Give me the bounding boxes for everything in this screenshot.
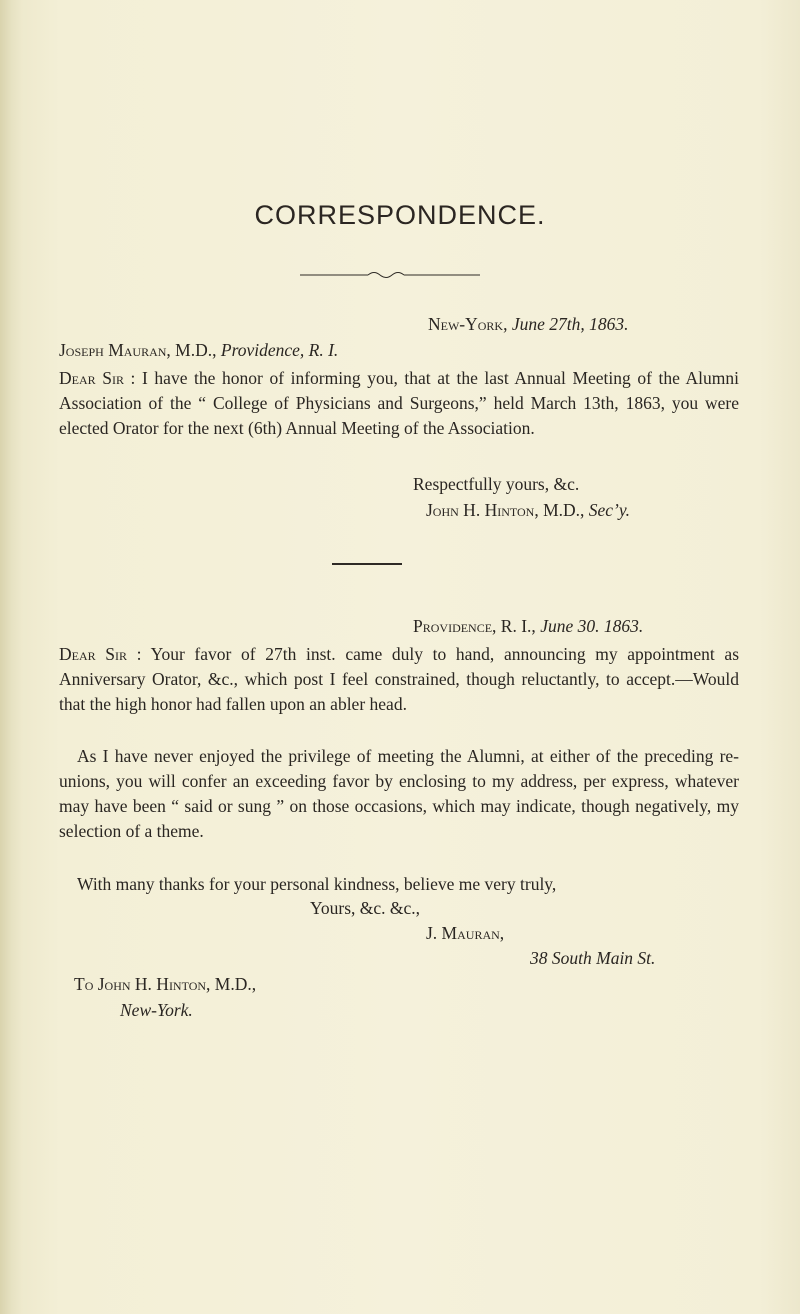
letter1-dateline	[428, 314, 629, 335]
letter1-recipient	[59, 340, 338, 361]
ornament-divider	[300, 270, 480, 280]
letter1-signature	[426, 500, 630, 521]
letter2-addressee-place: New-York.	[120, 1000, 193, 1020]
letter1-dateline-date: June 27th, 1863.	[511, 314, 629, 334]
letter2-dateline	[413, 616, 643, 637]
letter2-closing: Yours, &c. &c.,	[310, 898, 421, 918]
letter2-paragraph-3-text: With many thanks for your personal kindness, believe me very truly,	[77, 874, 557, 894]
letter2-paragraph-2	[59, 744, 739, 844]
letter2-paragraph-2-text: As I have never enjoyed the privilege of meeting the Alumni, at either of the preceding re-unions, you will confer an exceeding favor by enclosing to my address, per express, whatever may have been “ said or sung ” on those occasions, which may indicate, though negatively, my selection of a theme.	[59, 746, 739, 841]
letter2-dateline-date: June 30. 1863.	[540, 616, 644, 636]
letter2-paragraph-1-text: Your favor of 27th inst. came duly to hand, announcing my appointment as Anniversary Orator, &c., which post I feel constrained, though reluctantly, to accept.—Would that the high honor had fallen upon an abler head.	[59, 644, 739, 714]
letter2-signature-name: J. Mauran,	[426, 923, 505, 943]
letter1-body-paragraph	[59, 366, 739, 441]
letter1-signature-name: John H. Hinton, M.D.,	[426, 500, 585, 520]
letter1-salutation: Dear Sir :	[59, 368, 136, 388]
page-spine-shadow	[0, 0, 22, 1314]
letter1-signature-title: Sec’y.	[588, 500, 631, 520]
letter2-paragraph-3	[59, 872, 739, 897]
letter1-recipient-name: Joseph Mauran, M.D.,	[59, 340, 217, 360]
letter2-addressee: To John H. Hinton, M.D.,	[74, 974, 257, 994]
letter1-body-text: I have the honor of informing you, that at the last Annual Meeting of the Alumni Association of the “ College of Physicians and Surgeons,” held March 13th, 1863, you were elected Orator for the next (6th) Annual Meeting of the Association.	[59, 368, 740, 438]
page-heading: CORRESPONDENCE.	[254, 200, 546, 230]
letter-separator-rule	[332, 563, 402, 565]
letter2-salutation: Dear Sir :	[59, 644, 142, 664]
letter2-signature-address: 38 South Main St.	[530, 948, 656, 968]
letter2-paragraph-1	[59, 642, 739, 717]
letter1-closing: Respectfully yours, &c.	[413, 474, 580, 494]
letter2-dateline-place: Providence, R. I.,	[413, 616, 536, 636]
letter1-recipient-place: Providence, R. I.	[220, 340, 339, 360]
letter1-dateline-place: New-York,	[428, 314, 508, 334]
